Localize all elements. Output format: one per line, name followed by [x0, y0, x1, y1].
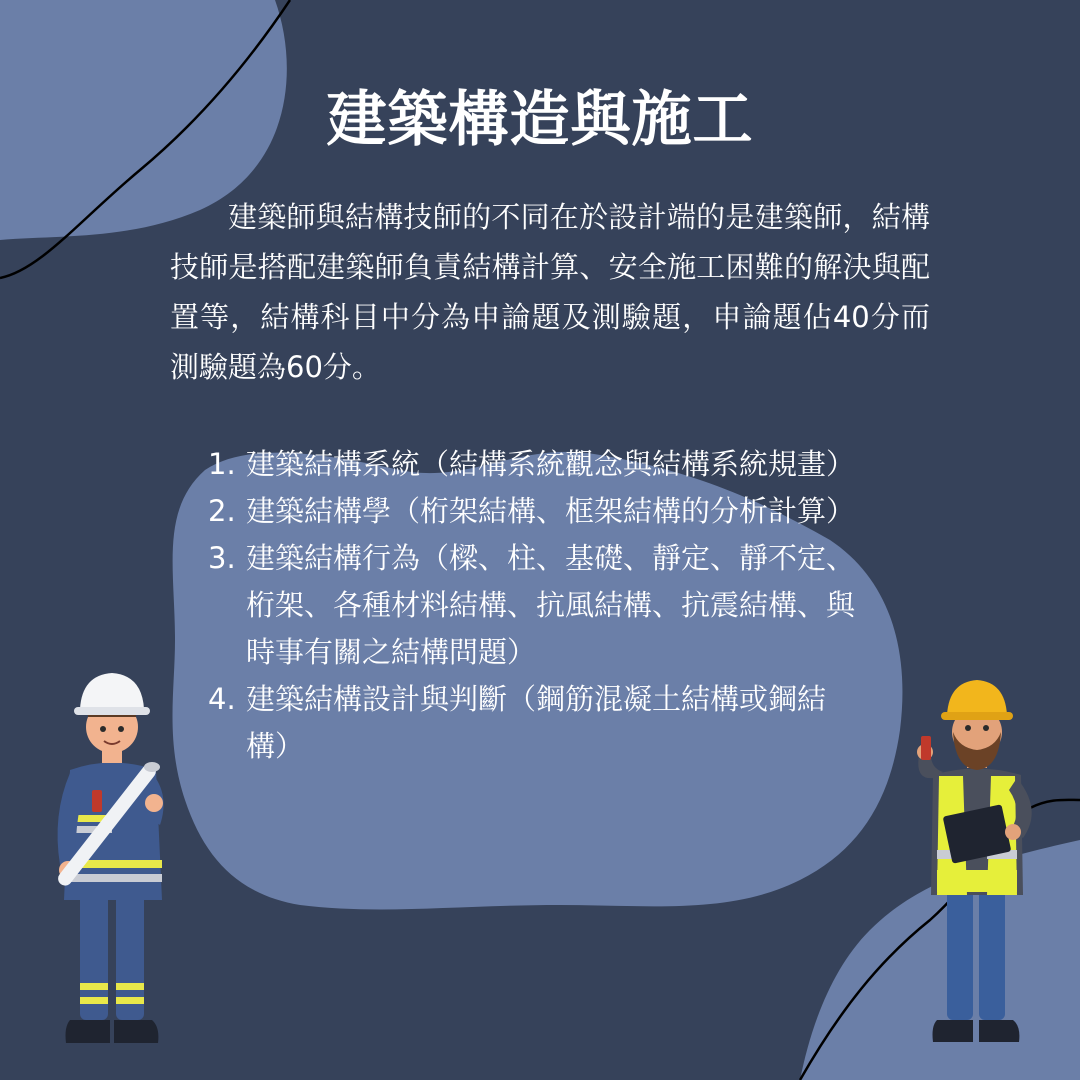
intro-paragraph: 建築師與結構技師的不同在於設計端的是建築師，結構技師是搭配建築師負責結構計算、安全施工困難的解決與配置等，結構科目中分為申論題及測驗題，申論題佔40分而測驗題為60分。 — [170, 200, 930, 384]
topic-text: 建築結構設計與判斷（鋼筋混凝土結構或鋼結構） — [246, 682, 827, 763]
topic-item — [208, 535, 868, 676]
topic-number: 3. — [208, 541, 236, 575]
site-supervisor-with-clipboard-illustration — [905, 670, 1055, 1055]
engineer-with-blueprints-illustration — [40, 665, 200, 1060]
topic-text: 建築結構系統（結構系統觀念與結構系統規畫） — [246, 447, 856, 481]
topic-number: 4. — [208, 682, 236, 716]
topic-list — [208, 441, 868, 770]
page-title: 建築構造與施工 — [326, 85, 754, 155]
topic-item — [208, 676, 868, 770]
topic-text: 建築結構行為（樑、柱、基礎、靜定、靜不定、桁架、各種材料結構、抗風結構、抗震結構、與時事有關之結構問題） — [246, 541, 856, 669]
topic-number: 2. — [208, 494, 236, 528]
topic-item — [208, 441, 868, 488]
topic-number: 1. — [208, 447, 236, 481]
topic-item — [208, 488, 868, 535]
topic-text: 建築結構學（桁架結構、框架結構的分析計算） — [246, 494, 856, 528]
